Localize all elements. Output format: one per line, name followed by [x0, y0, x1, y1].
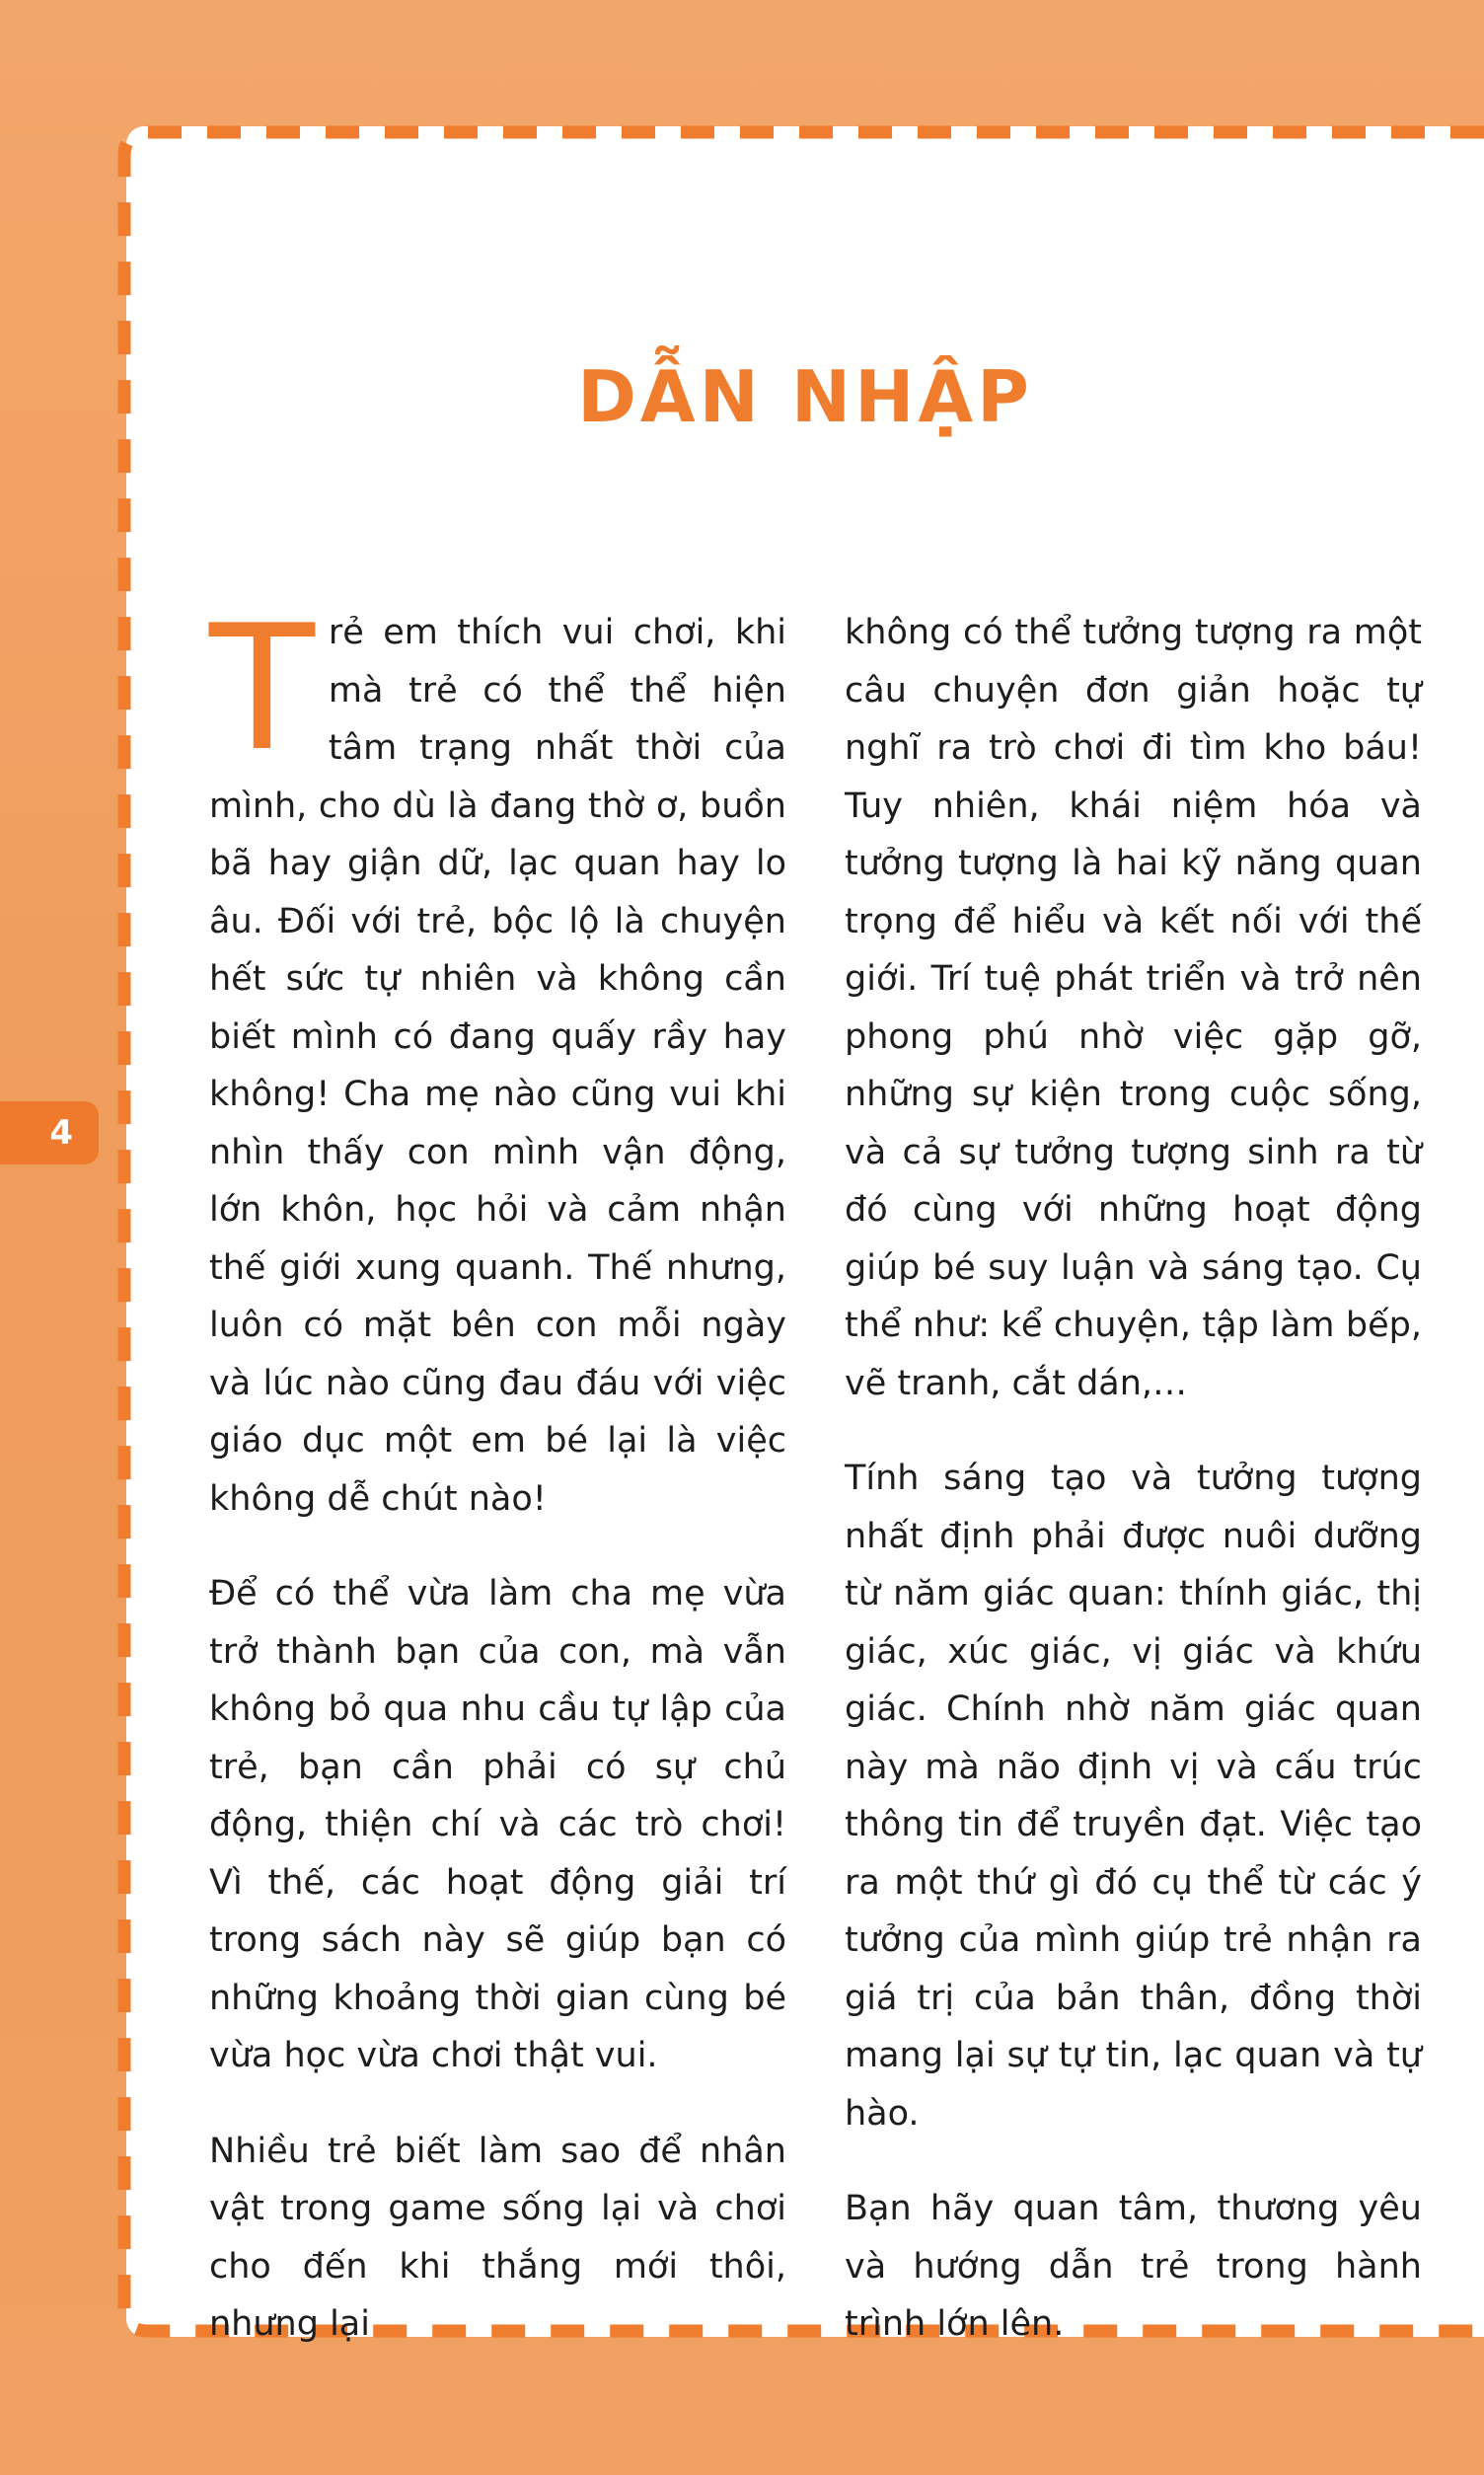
page-title: DẪN NHẬP [577, 355, 1033, 438]
paragraph-intro [209, 589, 786, 1528]
paragraph-4: Tính sáng tạo và tưởng tượng nhất định phải được nuôi dưỡng từ năm giác quan: thính giác, thị giác, xúc giác, vị giác và khứu giác. Chính nhờ năm giác quan này mà não định vị và cấu trúc thông tin để truyền đạt. Việc tạo ra một thứ gì đó cụ thể từ các ý tưởng của mình giúp trẻ nhận ra giá trị của bản thân, đồng thời mang lại sự tự tin, lạc quan và tự hào. [845, 1459, 1422, 2134]
paragraph-2: Để có thể vừa làm cha mẹ vừa trở thành bạn của con, mà vẫn không bỏ qua nhu cầu tự lập của trẻ, bạn cần phải có sự chủ động, thiện chí và các trò chơi! Vì thế, các hoạt động giải trí trong sách này sẽ giúp bạn có những khoảng thời gian cùng bé vừa học vừa chơi thật vui. [209, 1574, 786, 2075]
page-number-tab [0, 1101, 99, 1164]
paragraph-5: Bạn hãy quan tâm, thương yêu và hướng dẫn trẻ trong hành trình lớn lên. [845, 2189, 1422, 2344]
intro-text: rẻ em thích vui chơi, khi mà trẻ có thể thể hiện tâm trạng nhất thời của mình, cho dù là đang thờ ơ, buồn bã hay giận dữ, lạc quan hay lo âu. Đối với trẻ, bộc lộ là chuyện hết sức tự nhiên và không cần biết mình có đang quấy rầy hay không! Cha mẹ nào cũng vui khi nhìn thấy con mình vận động, lớn khôn, học hỏi và cảm nhận thế giới xung quanh. Thế nhưng, luôn có mặt bên con mỗi ngày và lúc nào cũng đau đáu với việc giáo dục một em bé lại là việc không dễ chút nào! [209, 613, 786, 1519]
page-number: 4 [49, 1113, 73, 1153]
text-column-right [845, 604, 1422, 2391]
text-column-left [209, 589, 786, 2391]
drop-cap: T [209, 589, 315, 789]
paragraph-3-continued: không có thể tưởng tượng ra một câu chuyện đơn giản hoặc tự nghĩ ra trò chơi đi tìm kho báu! Tuy nhiên, khái niệm hóa và tưởng tượng là hai kỹ năng quan trọng để hiểu và kết nối với thế giới. Trí tuệ phát triển và trở nên phong phú nhờ việc gặp gỡ, những sự kiện trong cuộc sống, và cả sự tưởng tượng sinh ra từ đó cùng với những hoạt động giúp bé suy luận và sáng tạo. Cụ thể như: kể chuyện, tập làm bếp, vẽ tranh, cắt dán,… [845, 613, 1422, 1403]
paragraph-3-start: Nhiều trẻ biết làm sao để nhân vật trong game sống lại và chơi cho đến khi thắng mới thôi, nhưng lại [209, 2131, 786, 2344]
